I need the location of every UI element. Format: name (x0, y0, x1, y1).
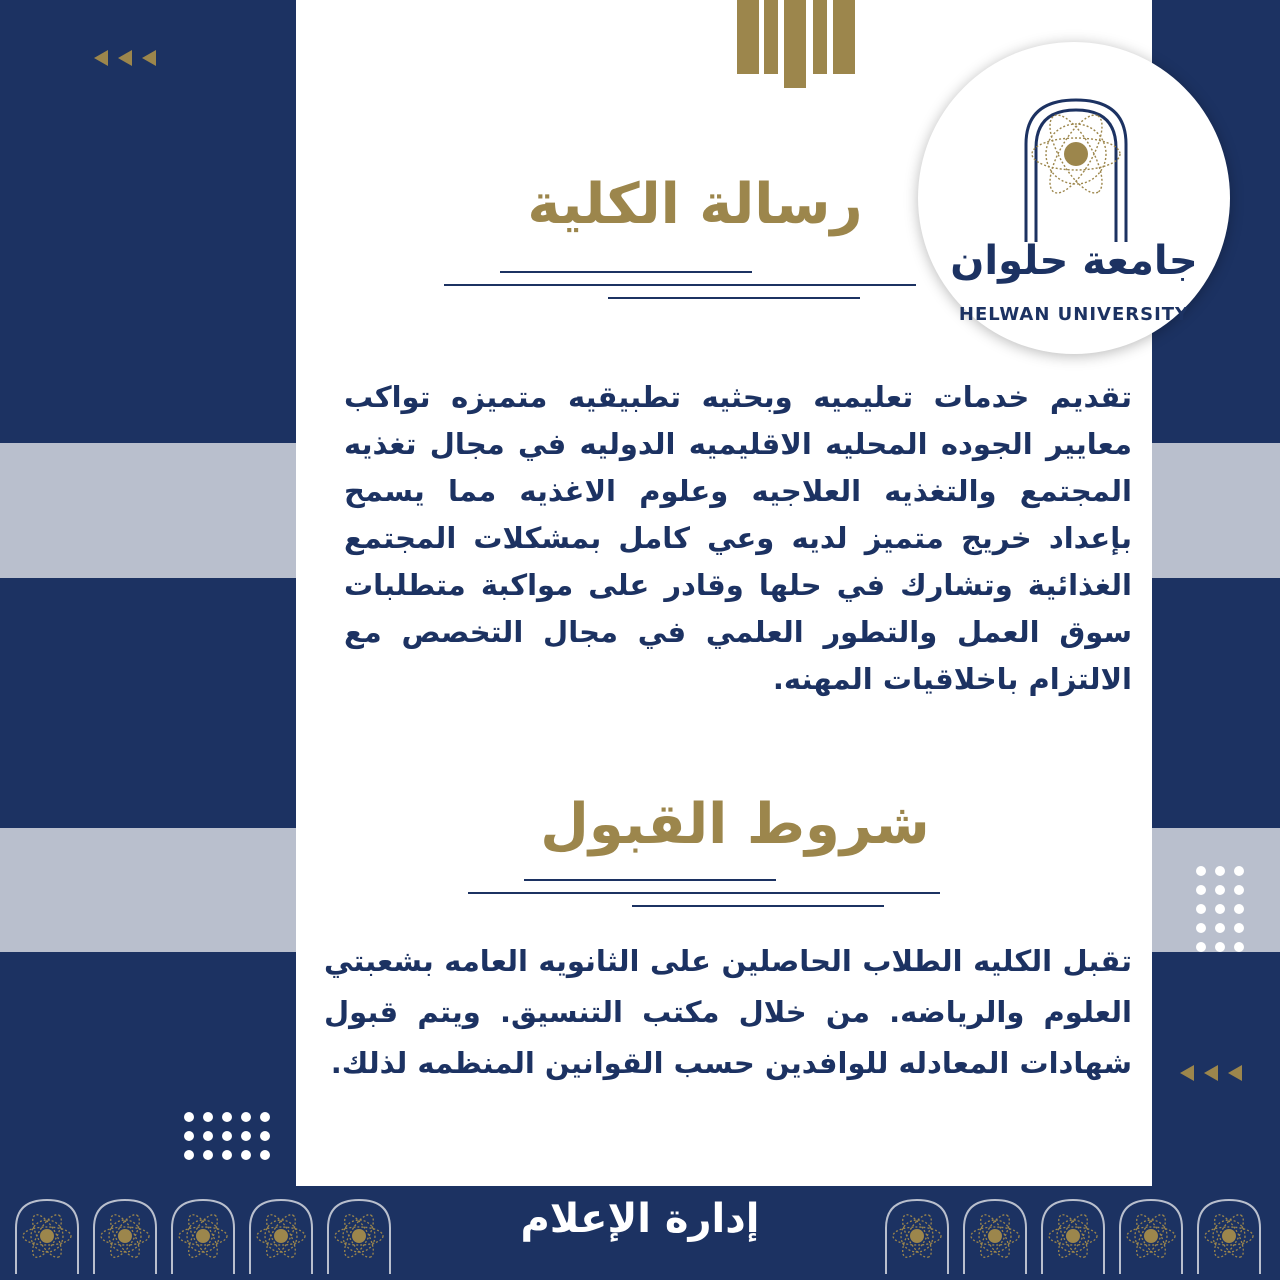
divider-line (500, 271, 752, 273)
atom-arch-icon (1192, 1194, 1266, 1274)
dot (1196, 904, 1206, 914)
dot (1196, 866, 1206, 876)
dot (1234, 942, 1244, 952)
atom-arch-icon (244, 1194, 318, 1274)
footer-department: إدارة الإعلام (520, 1196, 760, 1242)
university-logo-atom-icon (1014, 92, 1138, 242)
dot (184, 1112, 194, 1122)
dot (222, 1131, 232, 1141)
dot (241, 1131, 251, 1141)
atom-arch-icon (166, 1194, 240, 1274)
triangle-arrow-icon (94, 50, 108, 66)
divider-line (468, 892, 940, 894)
triangle-arrow-icon (1204, 1065, 1218, 1081)
dot (260, 1112, 270, 1122)
dot (222, 1150, 232, 1160)
divider-line (524, 879, 776, 881)
atom-arch-icon (10, 1194, 84, 1274)
admission-title: شروط القبول (540, 792, 930, 857)
university-logo (918, 42, 1230, 354)
mission-title: رسالة الكلية (527, 172, 863, 237)
dot (203, 1150, 213, 1160)
atom-arch-icon (1114, 1194, 1188, 1274)
logo-arabic-name: جامعة حلوان (950, 238, 1198, 284)
dot (241, 1112, 251, 1122)
atom-arch-icon (88, 1194, 162, 1274)
dot (1196, 885, 1206, 895)
admission-text: تقبل الكليه الطلاب الحاصلين على الثانويه العامه بشعبتي العلوم والرياضه. من خلال مكتب التنسيق. ويتم قبول شهادات المعادله للوافدين حسب القوانين المنظمه لذلك. (324, 944, 1132, 1080)
gold-bars-decoration (737, 0, 857, 90)
dot (184, 1150, 194, 1160)
dot (184, 1131, 194, 1141)
logo-english-name: HELWAN UNIVERSITY (958, 304, 1190, 325)
dot (1234, 866, 1244, 876)
dot (1234, 904, 1244, 914)
dot (1234, 923, 1244, 933)
triangle-arrow-icon (1228, 1065, 1242, 1081)
dot (1196, 923, 1206, 933)
mission-text: تقديم خدمات تعليميه وبحثيه تطبيقيه متميزه تواكب معايير الجوده المحليه الاقليميه الدوليه في مجال تغذيه المجتمع والتغذيه العلاجيه وعلوم الاغذيه مما يسمح بإعداد خريج متميز لديه وعي كامل بمشكلات المجتمع الغذائية وتشارك في حلها وقادر على مواكبة متطلبات سوق العمل والتطور العلمي في مجال التخصص مع الالتزام باخلاقيات المهنه. (344, 380, 1132, 696)
dot (1215, 885, 1225, 895)
dot (1215, 866, 1225, 876)
arrows-top-left (94, 50, 156, 66)
divider-line (608, 297, 860, 299)
dot (241, 1150, 251, 1160)
dot (260, 1150, 270, 1160)
dot (1215, 923, 1225, 933)
dot (1196, 942, 1206, 952)
dot (222, 1112, 232, 1122)
dot (203, 1112, 213, 1122)
triangle-arrow-icon (118, 50, 132, 66)
dot (260, 1131, 270, 1141)
dot-grid-icon (1196, 866, 1244, 952)
dot (1215, 904, 1225, 914)
triangle-arrow-icon (1180, 1065, 1194, 1081)
dot-grid-icon (184, 1112, 270, 1160)
arrows-bottom-right (1180, 1065, 1242, 1081)
dot (1234, 885, 1244, 895)
atom-arch-icon (958, 1194, 1032, 1274)
triangle-arrow-icon (142, 50, 156, 66)
dot (203, 1131, 213, 1141)
divider-line (444, 284, 916, 286)
atom-arch-icon (1036, 1194, 1110, 1274)
divider-line (632, 905, 884, 907)
dot (1215, 942, 1225, 952)
